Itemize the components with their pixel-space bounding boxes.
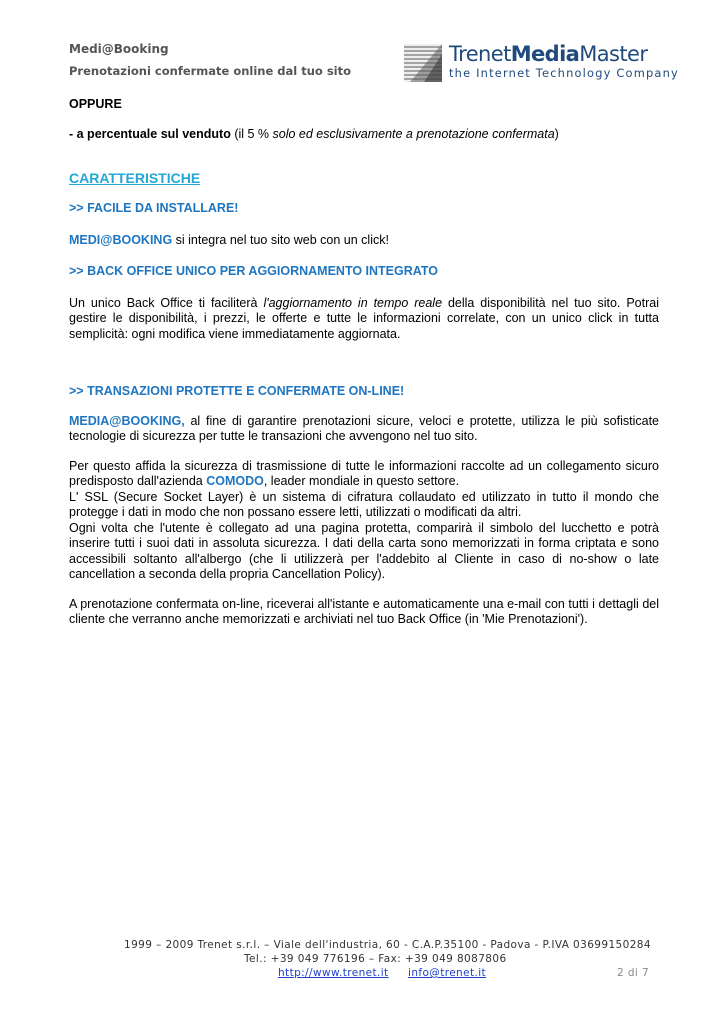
logo-tagline: the Internet Technology Company: [449, 66, 679, 80]
document-body: [69, 93, 659, 628]
oppure-heading: OPPURE: [69, 97, 122, 111]
confirmation-paragraph: A prenotazione confermata on-line, riceverai all'istante e automaticamente una e-mail con tutti i dettagli del cliente che verranno anche memorizzati e archiviati nel tuo Back Office (in 'Mie Prenotazioni').: [69, 596, 659, 626]
ssl-paragraph-description: L' SSL (Secure Socket Layer) è un sistema di cifratura collaudato ed utilizzato in tutto il mondo che protegge i dati in modo che non possano essere letti, utilizzati o modificati da altri.: [69, 489, 659, 519]
ssl-paragraph-security: Ogni volta che l'utente è collegato ad una pagina protetta, comparirà il simbolo del lucchetto e potrà inserire tutti i suoi dati in assoluta sicurezza. I dati della carta sono memorizzati in forma criptata e sono accessibili soltanto all'albergo (che li utilizzerà per l'addebito al Cliente in caso di no-show o late cancellation a seconda della propria Cancellation Policy).: [69, 520, 659, 581]
footer-email-link[interactable]: info@trenet.it: [408, 967, 487, 979]
header-subtitle: Prenotazioni confermate online dal tuo sito: [69, 64, 352, 78]
feature-text-backoffice: Un unico Back Office ti faciliterà l'aggiornamento in tempo reale della disponibilità nel tuo sito. Potrai gestire le disponibilità, i prezzi, le offerte e tutte le informazioni correlate, con un unico click in tutta semplicità: ogni modifica viene immediatamente aggiornata.: [69, 295, 659, 341]
ssl-paragraph-intro: Per questo affida la sicurezza di trasmissione di tutte le informazioni raccolte ad un collegamento sicuro predisposto dall'azienda COMODO, leader mondiale in questo settore.: [69, 458, 659, 488]
feature-text-transactions: MEDIA@BOOKING, al fine di garantire prenotazioni sicure, veloci e protette, utilizza le più sofisticate tecnologie di sicurezza per tutte le transazioni che avvengono nel tuo sito.: [69, 413, 659, 443]
footer-company-line: 1999 – 2009 Trenet s.r.l. – Viale dell'industria, 60 - C.A.P.35100 - Padova - P.IVA 03699150284: [124, 939, 651, 951]
footer-website-link[interactable]: http://www.trenet.it: [278, 967, 389, 979]
page-header: [69, 41, 389, 80]
header-company: Medi@Booking: [69, 42, 169, 56]
trenet-logo: [404, 42, 679, 84]
section-title: CARATTERISTICHE: [69, 170, 201, 186]
feature-text-install: MEDI@BOOKING si integra nel tuo sito web con un click!: [69, 232, 389, 247]
logo-mark-icon: [404, 44, 444, 82]
feature-heading-install: >> FACILE DA INSTALLARE!: [69, 201, 239, 215]
feature-heading-backoffice: >> BACK OFFICE UNICO PER AGGIORNAMENTO INTEGRATO: [69, 264, 439, 278]
percent-option: - a percentuale sul venduto (il 5 % solo ed esclusivamente a prenotazione confermata): [69, 126, 559, 141]
page-number: 2 di 7: [617, 967, 650, 979]
feature-heading-transactions: >> TRANSAZIONI PROTETTE E CONFERMATE ON-LINE!: [69, 384, 405, 398]
footer-contact-line: Tel.: +39 049 776196 – Fax: +39 049 8087806: [244, 953, 507, 965]
logo-name: TrenetMediaMaster: [449, 42, 648, 66]
